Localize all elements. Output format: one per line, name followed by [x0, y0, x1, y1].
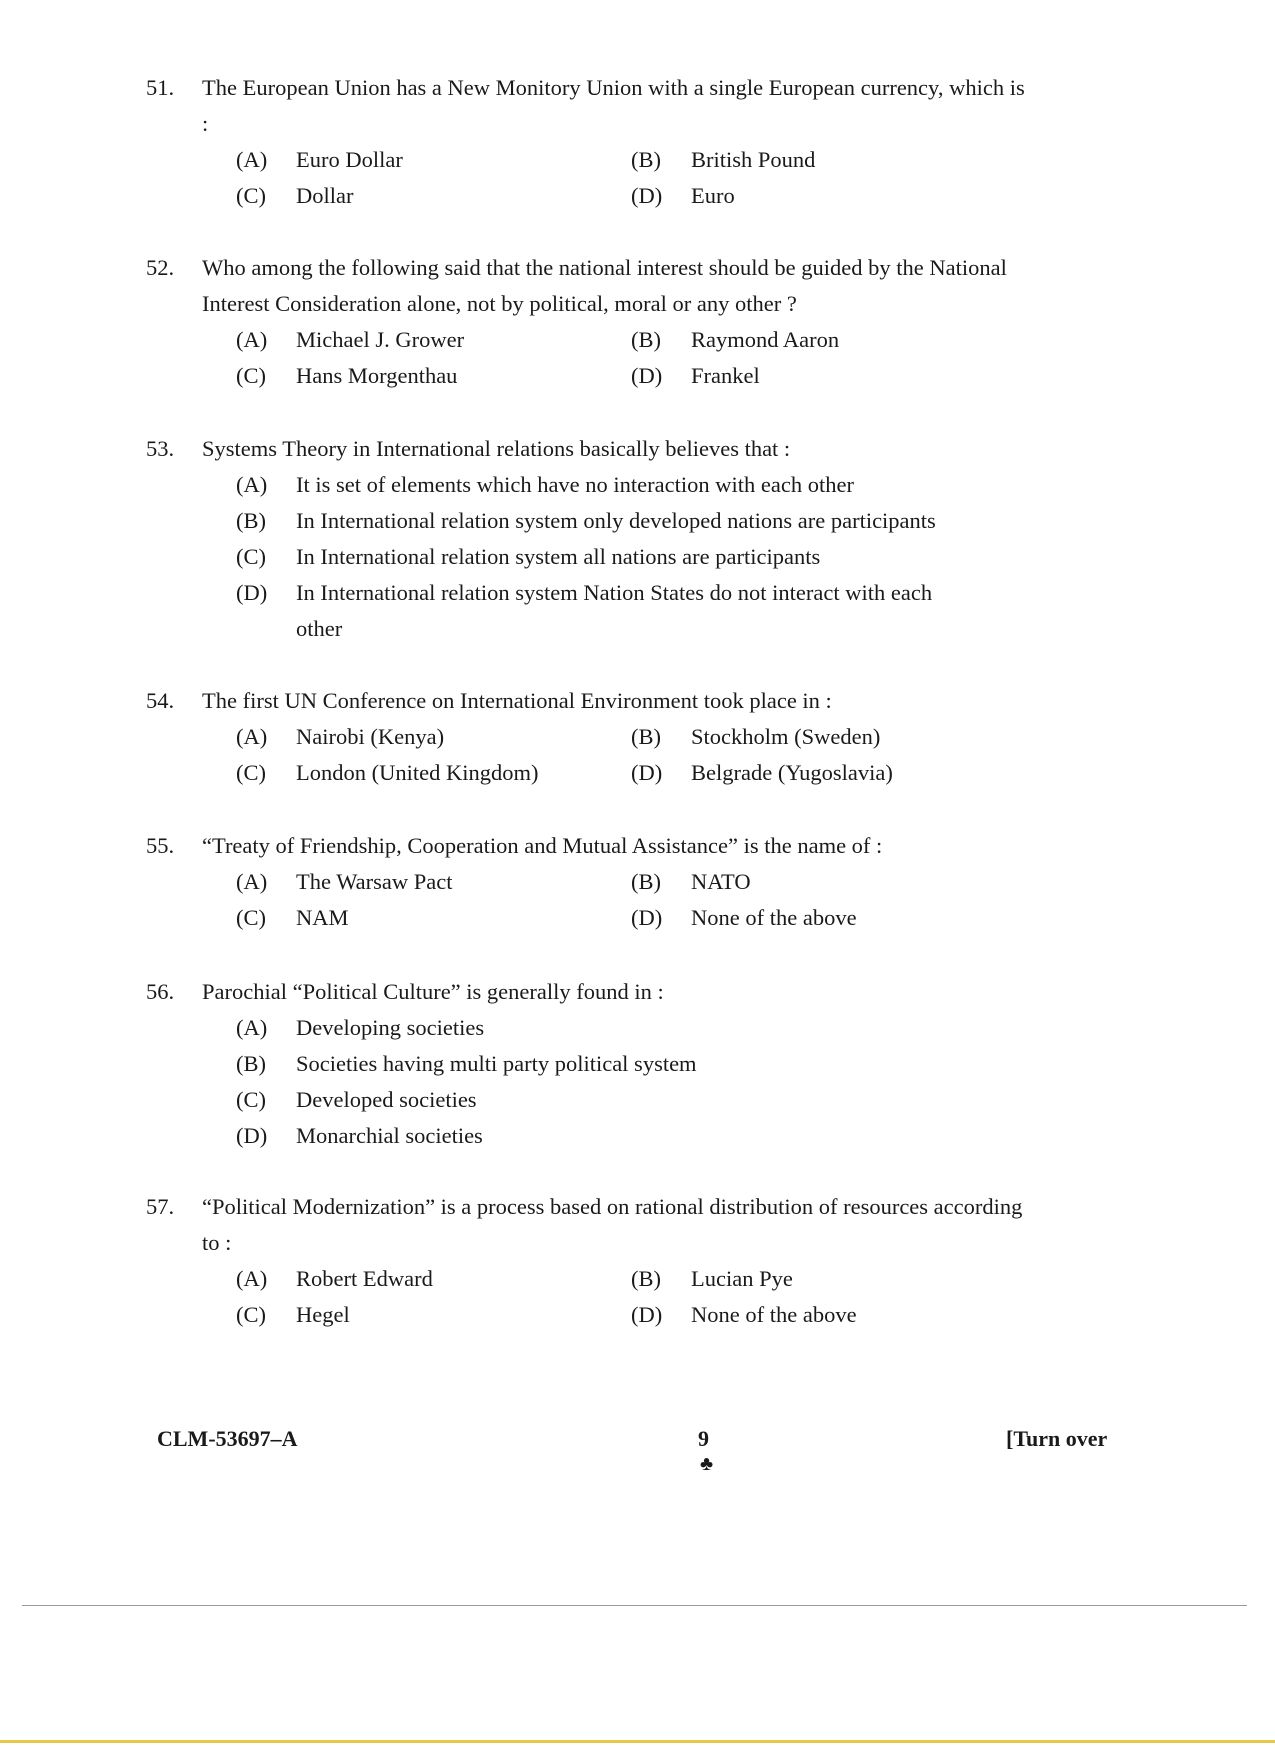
- question-text: The European Union has a New Monitory Union with a single European currency, which is :: [202, 75, 1025, 136]
- question-text: “Treaty of Friendship, Cooperation and Mutual Assistance” is the name of :: [202, 833, 883, 858]
- question-number: 56.: [146, 979, 175, 1004]
- option-a: (A) Michael J. Grower: [236, 327, 465, 352]
- bottom-edge-strip: [0, 1740, 1275, 1743]
- question-stem: [146, 683, 1026, 719]
- question-number: 54.: [146, 688, 175, 713]
- option-a: (A) Euro Dollar: [236, 147, 403, 172]
- option-b: (B) Societies having multi party political system: [236, 1051, 697, 1076]
- question-56: [146, 974, 1026, 1154]
- question-stem: [146, 1189, 1026, 1261]
- option-c: (C) In International relation system all nations are participants: [236, 544, 821, 569]
- option-d: (D) Frankel: [631, 363, 760, 388]
- turn-over-note: [Turn over: [1006, 1426, 1108, 1451]
- question-text: Who among the following said that the national interest should be guided by the National Interest Consideration alone, not by political, moral or any other ?: [202, 255, 1007, 316]
- question-text: “Political Modernization” is a process based on rational distribution of resources according to :: [202, 1194, 1023, 1255]
- option-c: (C) Dollar: [236, 183, 354, 208]
- question-stem: [146, 974, 1026, 1010]
- option-a: (A) Robert Edward: [236, 1266, 433, 1291]
- option-b: (B) Raymond Aaron: [631, 327, 840, 352]
- option-a: (A) The Warsaw Pact: [236, 869, 453, 894]
- option-a: (A) Nairobi (Kenya): [236, 724, 445, 749]
- question-number: 52.: [146, 255, 175, 280]
- option-d: (D) Monarchial societies: [236, 1123, 483, 1148]
- question-number: 57.: [146, 1194, 175, 1219]
- question-text: Systems Theory in International relations basically believes that :: [202, 436, 791, 461]
- option-b: (B) Stockholm (Sweden): [631, 724, 881, 749]
- question-52: [146, 250, 1026, 394]
- question-stem: [146, 70, 1026, 142]
- option-d: (D) None of the above: [631, 1302, 857, 1327]
- options: [236, 1261, 1026, 1333]
- page-number: 9: [698, 1426, 709, 1451]
- option-c: (C) London (United Kingdom): [236, 760, 539, 785]
- club-icon: ♣: [700, 1453, 714, 1475]
- option-d: (D) Euro: [631, 183, 735, 208]
- options: [236, 1010, 1026, 1154]
- question-51: [146, 70, 1026, 214]
- footer-rule: [22, 1605, 1247, 1606]
- option-a: (A) It is set of elements which have no interaction with each other: [236, 472, 854, 497]
- option-b: (B) In International relation system only developed nations are participants: [236, 508, 936, 533]
- paper-code: CLM-53697–A: [157, 1426, 298, 1451]
- option-c: (C) Hans Morgenthau: [236, 363, 458, 388]
- option-c: (C) NAM: [236, 905, 349, 930]
- options: [236, 142, 1026, 214]
- question-number: 53.: [146, 436, 175, 461]
- options: [236, 864, 1026, 936]
- option-b: (B) British Pound: [631, 147, 816, 172]
- option-c: (C) Hegel: [236, 1302, 350, 1327]
- question-57: [146, 1189, 1026, 1333]
- option-d: (D) None of the above: [631, 905, 857, 930]
- options: [236, 719, 1026, 791]
- question-55: [146, 828, 1026, 936]
- option-d: (D) In International relation system Nation States do not interact with each: [236, 580, 933, 605]
- option-b: (B) NATO: [631, 869, 751, 894]
- question-53: [146, 431, 1026, 647]
- question-number: 51.: [146, 75, 175, 100]
- question-stem: [146, 828, 1026, 864]
- option-d-continuation: other: [296, 616, 343, 641]
- question-text: The first UN Conference on International Environment took place in :: [202, 688, 832, 713]
- question-stem: [146, 431, 1026, 467]
- question-number: 55.: [146, 833, 175, 858]
- option-d: (D) Belgrade (Yugoslavia): [631, 760, 893, 785]
- question-54: [146, 683, 1026, 791]
- question-stem: [146, 250, 1026, 322]
- options: [236, 322, 1026, 394]
- option-b: (B) Lucian Pye: [631, 1266, 793, 1291]
- options: [236, 467, 1026, 647]
- question-text: Parochial “Political Culture” is generally found in :: [202, 979, 664, 1004]
- option-a: (A) Developing societies: [236, 1015, 485, 1040]
- option-c: (C) Developed societies: [236, 1087, 477, 1112]
